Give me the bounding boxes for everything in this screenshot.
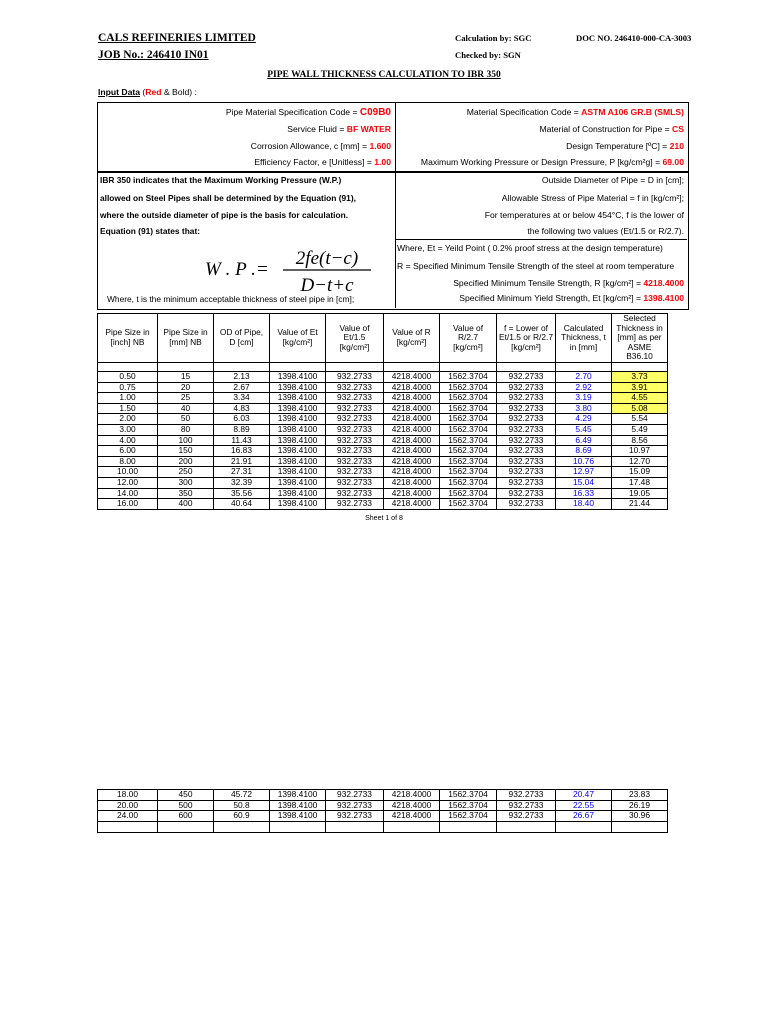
table-header-row (98, 314, 668, 363)
service-fluid-value: BF WATER (346, 124, 391, 134)
spec-label: Design Temperature [ºC] = (566, 141, 670, 151)
company-name: CALS REFINERIES LIMITED (98, 32, 256, 44)
table-cell: 4218.4000 (384, 414, 440, 425)
table-cell: 1398.4100 (270, 403, 326, 414)
table-cell: 400 (158, 499, 214, 510)
table-row (98, 382, 668, 393)
calculated-thickness-cell: 2.70 (556, 371, 612, 382)
table-cell: 3.00 (98, 424, 158, 435)
spec-left-2 (251, 141, 391, 151)
col-header: OD of Pipe, D [cm] (214, 314, 270, 363)
table-row (98, 467, 668, 478)
spec-left-0 (226, 107, 391, 118)
table-cell: 4.00 (98, 435, 158, 446)
selected-thickness-cell: 3.73 (612, 371, 668, 382)
divider-line (396, 239, 687, 240)
table-row (98, 477, 668, 488)
col-header: Selected Thickness in [mm] as per ASME B36.10 (612, 314, 668, 363)
table-cell: 932.2733 (497, 403, 556, 414)
corrosion-allowance-value: 1.600 (369, 141, 391, 151)
col-header: Pipe Size in [inch] NB (98, 314, 158, 363)
selected-thickness-cell: 23.83 (612, 790, 668, 801)
input-note-open: ( (140, 87, 146, 97)
table-cell: 1.50 (98, 403, 158, 414)
spec-right-0 (467, 107, 684, 117)
col-header: Calculated Thickness, t in [mm] (556, 314, 612, 363)
material-construction-value: CS (672, 124, 684, 134)
table-cell: 4218.4000 (384, 467, 440, 478)
table-cell: 932.2733 (497, 393, 556, 404)
table-cell: 932.2733 (497, 424, 556, 435)
table-cell: 1398.4100 (270, 371, 326, 382)
table-row (98, 435, 668, 446)
table-cell: 40 (158, 403, 214, 414)
table-cell: 932.2733 (497, 477, 556, 488)
job-number: JOB No.: 246410 IN01 (98, 49, 209, 61)
table-cell: 2.67 (214, 382, 270, 393)
tensile-strength-row (453, 278, 684, 288)
spec-left-3 (254, 157, 391, 167)
table-cell: 4218.4000 (384, 424, 440, 435)
table-cell: 24.00 (98, 811, 158, 822)
table-cell: 932.2733 (326, 467, 384, 478)
table-cell: 450 (158, 790, 214, 801)
table-cell: 1562.3704 (440, 800, 497, 811)
table-cell: 200 (158, 456, 214, 467)
table-cell: 250 (158, 467, 214, 478)
yield-label: Specified Minimum Yield Strength, Et [kg/cm²] = (459, 293, 644, 303)
table-cell: 8.89 (214, 424, 270, 435)
calculated-thickness-cell: 4.29 (556, 414, 612, 425)
spec-label: Efficiency Factor, e [Unitless] = (254, 157, 375, 167)
selected-thickness-cell: 10.97 (612, 446, 668, 457)
table-cell: 4218.4000 (384, 800, 440, 811)
table-cell: 4218.4000 (384, 488, 440, 499)
table-cell: 12.00 (98, 477, 158, 488)
table-cell: 20.00 (98, 800, 158, 811)
table-cell: 35.56 (214, 488, 270, 499)
table-cell: 1398.4100 (270, 456, 326, 467)
table-cell: 1562.3704 (440, 477, 497, 488)
table-cell: 1398.4100 (270, 467, 326, 478)
calculated-thickness-cell: 18.40 (556, 499, 612, 510)
table-cell: 1398.4100 (270, 446, 326, 457)
thickness-table-continued (97, 789, 668, 833)
calculated-thickness-cell: 6.49 (556, 435, 612, 446)
table-cell: 80 (158, 424, 214, 435)
table-cell: 1562.3704 (440, 403, 497, 414)
table-cell: 1562.3704 (440, 446, 497, 457)
col-header: f = Lower of Et/1.5 or R/2.7 [kg/cm²] (497, 314, 556, 363)
table-row (98, 414, 668, 425)
table-cell: 20 (158, 382, 214, 393)
table-cell: 4218.4000 (384, 499, 440, 510)
table-cell: 500 (158, 800, 214, 811)
table-cell: 2.13 (214, 371, 270, 382)
table-cell: 1398.4100 (270, 811, 326, 822)
table-cell: 932.2733 (497, 499, 556, 510)
spec-right-1 (539, 124, 684, 134)
table-cell: 27.31 (214, 467, 270, 478)
formula-numerator: 2fe(t−c) (295, 248, 359, 269)
yield-strength-row (459, 293, 684, 303)
table-cell: 25 (158, 393, 214, 404)
table-row (98, 446, 668, 457)
table-cell: 3.34 (214, 393, 270, 404)
col-header: Value of Et/1.5 [kg/cm²] (326, 314, 384, 363)
table-row (98, 800, 668, 811)
table-cell: 1562.3704 (440, 414, 497, 425)
od-definition: Outside Diameter of Pipe = D in [cm]; (541, 175, 684, 185)
table-cell: 1562.3704 (440, 456, 497, 467)
table-cell: 1562.3704 (440, 393, 497, 404)
calculated-thickness-cell: 26.67 (556, 811, 612, 822)
tensile-label: Specified Minimum Tensile Strength, R [kg/cm²] = (453, 278, 644, 288)
calculated-thickness-cell: 20.47 (556, 790, 612, 801)
table-cell: 932.2733 (326, 488, 384, 499)
table-cell: 18.00 (98, 790, 158, 801)
table-cell: 1398.4100 (270, 393, 326, 404)
selected-thickness-cell: 4.55 (612, 393, 668, 404)
selected-thickness-cell: 5.49 (612, 424, 668, 435)
spec-label: Material of Construction for Pipe = (539, 124, 673, 134)
selected-thickness-cell: 26.19 (612, 800, 668, 811)
table-cell: 932.2733 (326, 371, 384, 382)
table-row (98, 371, 668, 382)
selected-thickness-cell: 15.09 (612, 467, 668, 478)
pipe-spec-code-value: C09B0 (359, 107, 391, 118)
selected-thickness-cell: 8.56 (612, 435, 668, 446)
table-cell: 932.2733 (326, 446, 384, 457)
table-cell: 932.2733 (326, 811, 384, 822)
table-cell: 16.00 (98, 499, 158, 510)
table-cell: 1562.3704 (440, 382, 497, 393)
table-cell: 1398.4100 (270, 435, 326, 446)
ibr-line-0: IBR 350 indicates that the Maximum Working Pressure (W.P.) (100, 175, 342, 185)
two-values-note: the following two values (Et/1.5 or R/2.7). (527, 226, 684, 236)
spec-label: Material Specification Code = (466, 107, 582, 117)
table-cell: 4218.4000 (384, 811, 440, 822)
table-cell: 1562.3704 (440, 488, 497, 499)
table-cell: 1562.3704 (440, 435, 497, 446)
table-cell: 932.2733 (497, 790, 556, 801)
selected-thickness-cell: 3.91 (612, 382, 668, 393)
table-cell: 14.00 (98, 488, 158, 499)
ibr-line-2: where the outside diameter of pipe is the basis for calculation. (100, 210, 349, 220)
table-cell: 45.72 (214, 790, 270, 801)
table-cell: 932.2733 (326, 456, 384, 467)
design-temperature-value: 210 (669, 141, 684, 151)
et-definition: Where, Et = Yeild Point ( 0.2% proof stress at the design temperature) (397, 243, 663, 253)
thickness-table (97, 313, 668, 510)
table-row (98, 499, 668, 510)
yield-value: 1398.4100 (643, 293, 684, 303)
spec-label: Corrosion Allowance, c [mm] = (250, 141, 370, 151)
table-cell: 1398.4100 (270, 382, 326, 393)
calculated-thickness-cell: 3.19 (556, 393, 612, 404)
table-cell: 40.64 (214, 499, 270, 510)
table-row (98, 424, 668, 435)
table-row (98, 790, 668, 801)
spec-right-2 (566, 141, 684, 151)
table-cell: 1398.4100 (270, 424, 326, 435)
calculated-thickness-cell: 10.76 (556, 456, 612, 467)
doc-number: DOC NO. 246410-000-CA-3003 (576, 33, 692, 43)
table-cell: 1398.4100 (270, 499, 326, 510)
header-middle (455, 30, 531, 64)
table-cell: 932.2733 (326, 414, 384, 425)
col-header: Pipe Size in [mm] NB (158, 314, 214, 363)
table-cell: 4218.4000 (384, 393, 440, 404)
col-header: Value of R [kg/cm²] (384, 314, 440, 363)
ibr-formula-box (97, 171, 689, 310)
table-cell: 932.2733 (497, 371, 556, 382)
table-cell: 32.39 (214, 477, 270, 488)
table-cell: 1562.3704 (440, 811, 497, 822)
spec-label: Service Fluid = (287, 124, 347, 134)
table-cell: 932.2733 (326, 382, 384, 393)
table-cell: 0.50 (98, 371, 158, 382)
table-row (98, 403, 668, 414)
calculated-thickness-cell: 5.45 (556, 424, 612, 435)
table-cell: 932.2733 (326, 424, 384, 435)
table-cell: 932.2733 (497, 446, 556, 457)
table-row (98, 393, 668, 404)
table-cell: 1562.3704 (440, 499, 497, 510)
spec-left-1 (287, 124, 391, 134)
table-cell: 1398.4100 (270, 790, 326, 801)
table-cell: 932.2733 (497, 800, 556, 811)
ibr-line-1: allowed on Steel Pipes shall be determined by the Equation (91), (100, 193, 356, 203)
table-row (98, 488, 668, 499)
table-cell: 4218.4000 (384, 790, 440, 801)
table-cell: 932.2733 (497, 811, 556, 822)
table-cell: 150 (158, 446, 214, 457)
table-cell: 2.00 (98, 414, 158, 425)
selected-thickness-cell: 5.08 (612, 403, 668, 414)
table-cell: 6.03 (214, 414, 270, 425)
spec-right-3 (421, 157, 684, 167)
table-cell: 350 (158, 488, 214, 499)
table-cell: 1562.3704 (440, 424, 497, 435)
selected-thickness-cell: 12.70 (612, 456, 668, 467)
table-cell: 60.9 (214, 811, 270, 822)
table-cell: 4218.4000 (384, 371, 440, 382)
formula-lhs: W . P .= (205, 259, 269, 280)
table-cell: 11.43 (214, 435, 270, 446)
table-cell: 4.83 (214, 403, 270, 414)
tensile-value: 4218.4000 (643, 278, 684, 288)
table-cell: 932.2733 (326, 403, 384, 414)
table-cell: 15 (158, 371, 214, 382)
table-cell: 1.00 (98, 393, 158, 404)
table-cell: 6.00 (98, 446, 158, 457)
table-row (98, 456, 668, 467)
formula-denominator: D−t+c (300, 275, 354, 296)
calculated-thickness-cell: 8.69 (556, 446, 612, 457)
temperature-note: For temperatures at or below 454°C, f is the lower of (484, 210, 684, 220)
selected-thickness-cell: 17.48 (612, 477, 668, 488)
table-cell: 1562.3704 (440, 371, 497, 382)
table-cell: 1562.3704 (440, 467, 497, 478)
sheet-number: Sheet 1 of 8 (365, 515, 403, 522)
table-cell: 100 (158, 435, 214, 446)
table-cell: 4218.4000 (384, 446, 440, 457)
table-cell: 50 (158, 414, 214, 425)
document-title: PIPE WALL THICKNESS CALCULATION TO IBR 350 (267, 70, 501, 80)
input-data-label: Input Data (98, 87, 141, 97)
ibr-line-3: Equation (91) states that: (100, 226, 201, 236)
table-cell: 1398.4100 (270, 477, 326, 488)
col-header: Value of Et [kg/cm²] (270, 314, 326, 363)
material-spec-value: ASTM A106 GR.B (SMLS) (581, 107, 684, 117)
spec-label: Maximum Working Pressure or Design Pressure, P [kg/cm²g] = (420, 157, 663, 167)
table-row (98, 811, 668, 822)
equation-91 (205, 240, 375, 296)
t-definition: Where, t is the minimum acceptable thickness of steel pipe in [cm]; (107, 294, 355, 304)
table-cell: 1562.3704 (440, 790, 497, 801)
design-pressure-value: 69.00 (662, 157, 684, 167)
table-cell: 1398.4100 (270, 800, 326, 811)
table-cell: 600 (158, 811, 214, 822)
header-left (98, 30, 256, 64)
input-data-note (98, 87, 197, 97)
table-cell: 932.2733 (326, 435, 384, 446)
selected-thickness-cell: 21.44 (612, 499, 668, 510)
selected-thickness-cell: 19.05 (612, 488, 668, 499)
allowable-stress-definition: Allowable Stress of Pipe Material = f in [kg/cm²]; (501, 193, 684, 203)
calculated-thickness-cell: 15.04 (556, 477, 612, 488)
table-cell: 932.2733 (326, 790, 384, 801)
table-cell: 932.2733 (497, 382, 556, 393)
table-cell: 8.00 (98, 456, 158, 467)
spec-label: Pipe Material Specification Code = (225, 107, 360, 117)
table-cell: 4218.4000 (384, 403, 440, 414)
table-cell: 932.2733 (497, 435, 556, 446)
table-cell: 300 (158, 477, 214, 488)
blank-row (98, 821, 668, 832)
selected-thickness-cell: 5.54 (612, 414, 668, 425)
table-cell: 932.2733 (326, 499, 384, 510)
blank-row (98, 362, 668, 371)
table-cell: 4218.4000 (384, 435, 440, 446)
table-cell: 932.2733 (497, 488, 556, 499)
calculated-thickness-cell: 16.33 (556, 488, 612, 499)
calculated-thickness-cell: 3.80 (556, 403, 612, 414)
col-header: Value of R/2.7 [kg/cm²] (440, 314, 497, 363)
input-note-red: Red (145, 87, 162, 97)
table-cell: 4218.4000 (384, 477, 440, 488)
table-cell: 10.00 (98, 467, 158, 478)
table-cell: 4218.4000 (384, 382, 440, 393)
table-cell: 50.8 (214, 800, 270, 811)
table-cell: 16.83 (214, 446, 270, 457)
calculated-thickness-cell: 2.92 (556, 382, 612, 393)
table-cell: 932.2733 (326, 800, 384, 811)
selected-thickness-cell: 30.96 (612, 811, 668, 822)
input-note-rest: & Bold) : (161, 87, 197, 97)
table-cell: 932.2733 (326, 477, 384, 488)
table-cell: 1398.4100 (270, 414, 326, 425)
r-definition: R = Specified Minimum Tensile Strength of the steel at room temperature (397, 261, 675, 271)
calculated-thickness-cell: 12.97 (556, 467, 612, 478)
table-cell: 0.75 (98, 382, 158, 393)
calculation-by: Calculation by: SGC (455, 33, 532, 43)
table-cell: 1398.4100 (270, 488, 326, 499)
table-cell: 932.2733 (497, 456, 556, 467)
table-cell: 932.2733 (326, 393, 384, 404)
calculated-thickness-cell: 22.55 (556, 800, 612, 811)
table-cell: 932.2733 (497, 414, 556, 425)
table-cell: 932.2733 (497, 467, 556, 478)
checked-by: Checked by: SGN (455, 50, 521, 60)
table-cell: 21.91 (214, 456, 270, 467)
table-cell: 4218.4000 (384, 456, 440, 467)
efficiency-factor-value: 1.00 (374, 157, 391, 167)
